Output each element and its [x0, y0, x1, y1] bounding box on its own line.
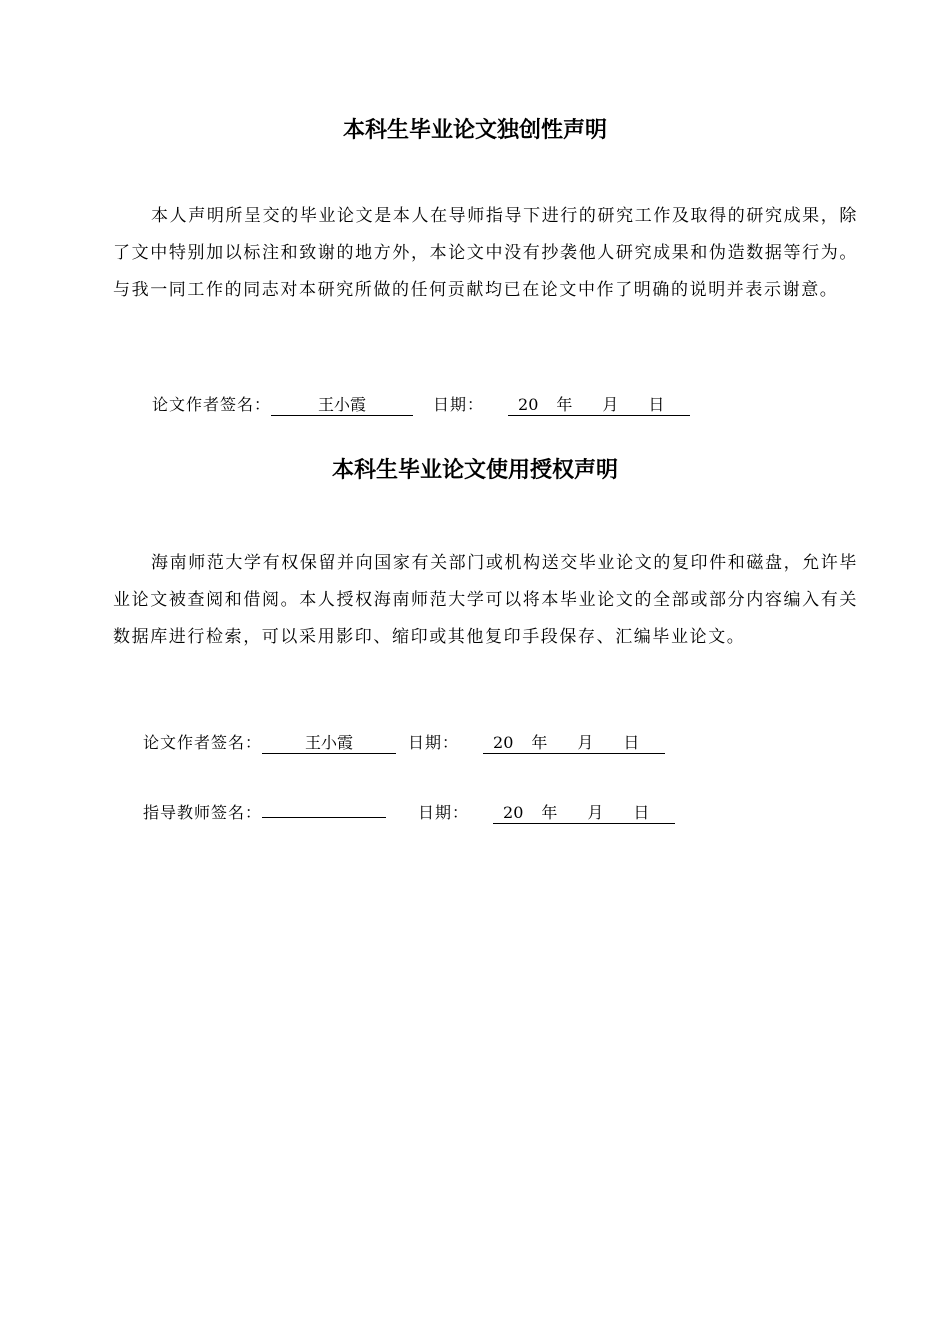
author-signature-label: 论文作者签名：: [152, 395, 272, 414]
date-field: [483, 734, 665, 754]
date-day-unit: 日: [648, 395, 665, 414]
originality-signature-line: [152, 393, 690, 417]
usage-title: 本科生毕业论文使用授权声明: [331, 458, 618, 483]
date-month-unit: 月: [602, 395, 619, 414]
date-year: 20: [493, 733, 514, 752]
date-label: 日期：: [408, 733, 460, 752]
usage-author-signature-line: [143, 731, 665, 755]
date-label: 日期：: [433, 395, 485, 414]
date-month-unit: 月: [587, 803, 604, 822]
author-name: 王小霞: [305, 733, 354, 752]
date-day-unit: 日: [623, 733, 640, 752]
advisor-signature-line: [143, 798, 675, 825]
advisor-signature-label: 指导教师签名：: [143, 803, 263, 822]
originality-body: [113, 198, 858, 309]
date-day-unit: 日: [633, 803, 650, 822]
originality-body-text: 本人声明所呈交的毕业论文是本人在导师指导下进行的研究工作及取得的研究成果，除了文中特别加以标注和致谢的地方外，本论文中没有抄袭他人研究成果和伪造数据等行为。与我一同工作的同志对本研究所做的任何贡献均已在论文中作了明确的说明并表示谢意。: [113, 206, 858, 300]
date-field: [493, 804, 675, 824]
date-field: [508, 396, 690, 416]
date-year: 20: [518, 395, 539, 414]
date-year-unit: 年: [556, 395, 573, 414]
date-year: 20: [503, 803, 524, 822]
usage-body-text: 海南师范大学有权保留并向国家有关部门或机构送交毕业论文的复印件和磁盘，允许毕业论文被查阅和借阅。本人授权海南师范大学可以将本毕业论文的全部或部分内容编入有关数据库进行检索，可以采用影印、缩印或其他复印手段保存、汇编毕业论文。: [113, 553, 858, 647]
usage-body: [113, 545, 858, 656]
date-year-unit: 年: [531, 733, 548, 752]
date-month-unit: 月: [577, 733, 594, 752]
author-name: 王小霞: [318, 395, 367, 414]
advisor-signature-field: [262, 798, 386, 818]
author-signature-label: 论文作者签名：: [143, 733, 263, 752]
date-year-unit: 年: [541, 803, 558, 822]
originality-title: 本科生毕业论文独创性声明: [342, 118, 607, 143]
author-signature-field: [271, 396, 413, 416]
author-signature-field: [262, 734, 396, 754]
date-label: 日期：: [418, 803, 470, 822]
